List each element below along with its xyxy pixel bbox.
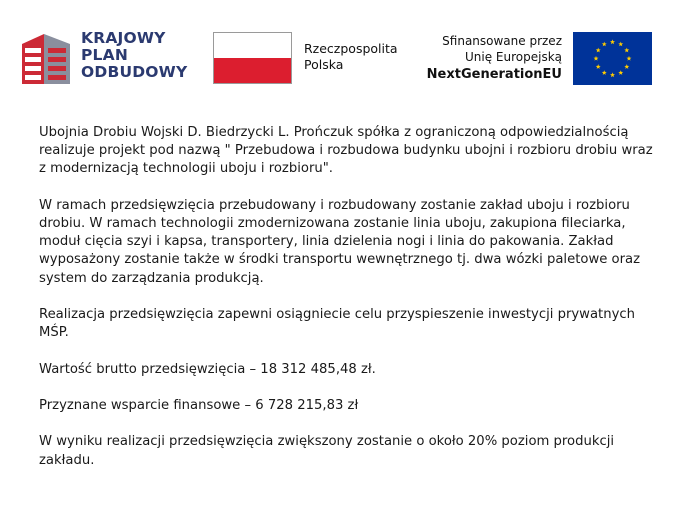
paragraph-project-scope: W ramach przedsięwzięcia przebudowany i rozbudowany zostanie zakład uboju i rozbioru drobiu. W ramach technologii zmodernizowana zostanie linia uboju, zakupiona fileciarka, moduł cięcia szyi i kapsa, transportery, linia dzielenia nogi i linia do pakowania. Zakład wyposażony zostanie także w środki transportu wewnętrznego tj. dwa wózki paletowe oraz system do zarządzania produkcją.	[39, 197, 641, 286]
eu-logo-text	[427, 34, 562, 83]
eu-flag-icon	[573, 32, 652, 85]
eu-logo-line-3: NextGenerationEU	[426, 67, 562, 82]
eu-star-icon	[596, 64, 601, 69]
paragraph-project-goal: Realizacja przedsięwzięcia zapewni osiągniecie celu przyspieszenie inwestycji prywatnych MŚP.	[39, 307, 635, 341]
eu-star-icon	[596, 48, 601, 53]
eu-star-icon	[624, 64, 629, 69]
kpo-logo-text	[81, 30, 187, 81]
kpo-logo-line-3: ODBUDOWY	[81, 63, 188, 81]
eu-star-icon	[602, 42, 607, 47]
eu-logo-line-1: Sfinansowane przez	[442, 34, 562, 48]
eu-star-icon	[618, 42, 623, 47]
poland-logo	[213, 32, 403, 86]
eu-star-icon	[610, 39, 615, 44]
polish-flag-icon	[213, 32, 292, 84]
eu-star-icon	[610, 72, 615, 77]
kpo-logo-line-2: PLAN	[81, 46, 129, 64]
eu-logo	[412, 32, 652, 88]
poland-logo-text	[304, 41, 398, 73]
poland-logo-line-1: Rzeczpospolita	[304, 41, 398, 56]
kpo-emblem-icon	[22, 32, 72, 86]
paragraph-granted-support: Przyznane wsparcie finansowe – 6 728 215,83 zł	[39, 397, 359, 413]
eu-star-icon	[594, 56, 599, 61]
paragraph-production-increase: W wyniku realizacji przedsięwzięcia zwiększony zostanie o około 20% poziom produkcji zakładu.	[39, 434, 615, 468]
paragraph-gross-value: Wartość brutto przedsięwzięcia – 18 312 485,48 zł.	[39, 361, 376, 377]
project-description	[39, 124, 663, 470]
eu-stars-icon	[573, 32, 652, 85]
eu-star-icon	[624, 48, 629, 53]
kpo-logo	[22, 30, 192, 88]
poland-logo-line-2: Polska	[304, 57, 344, 72]
paragraph-project-intro: Ubojnia Drobiu Wojski D. Biedrzycki L. Prończuk spółka z ograniczoną odpowiedzialnością realizuje projekt pod nazwą " Przebudowa i rozbudowa budynku ubojni i rozbioru drobiu wraz z modernizacją technologii uboju i rozbioru".	[39, 125, 653, 177]
eu-star-icon	[627, 56, 632, 61]
eu-star-icon	[618, 70, 623, 75]
kpo-logo-line-1: KRAJOWY	[81, 29, 166, 47]
eu-logo-line-2: Unię Europejską	[464, 49, 562, 64]
eu-star-icon	[602, 70, 607, 75]
